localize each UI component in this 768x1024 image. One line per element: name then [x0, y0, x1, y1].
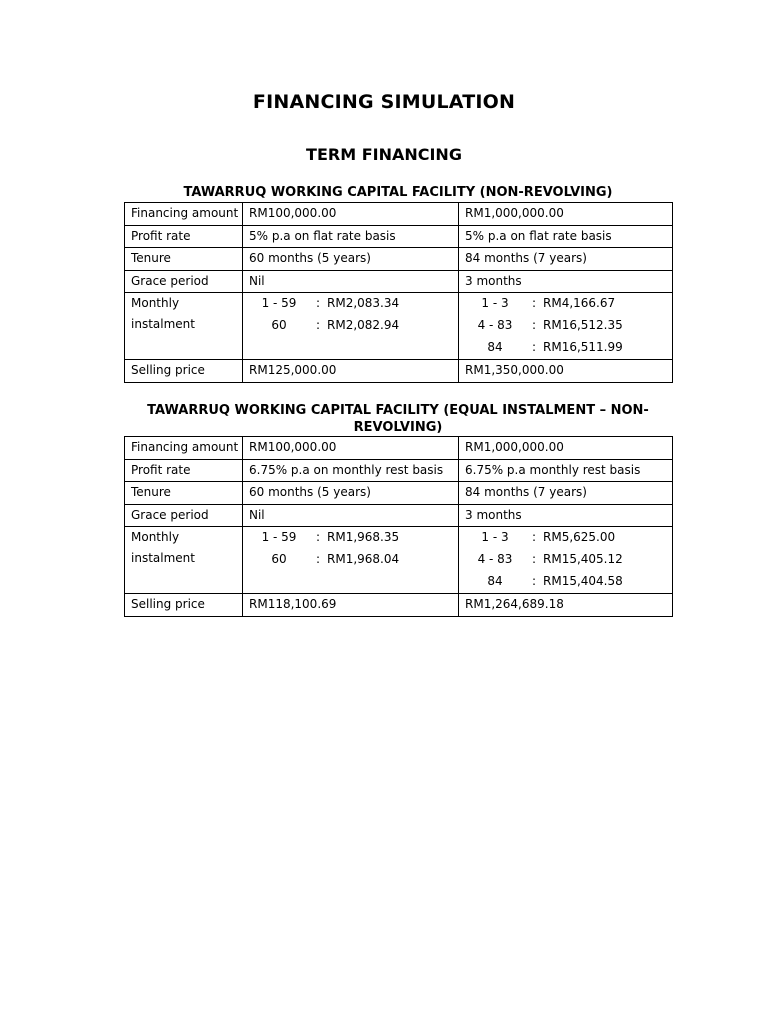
table-cell: 5% p.a on flat rate basis [459, 225, 673, 248]
instalment-line [249, 315, 452, 337]
table-cell: 6.75% p.a monthly rest basis [459, 459, 673, 482]
row-label: Grace period [125, 270, 243, 293]
table-cell: Nil [243, 270, 459, 293]
instalment-amount: RM15,404.58 [543, 574, 623, 588]
row-label-line: Monthly [131, 296, 180, 310]
page-subtitle: TERM FINANCING [306, 145, 462, 164]
row-label: Selling price [125, 594, 243, 617]
table-cell: 60 months (5 years) [243, 248, 459, 271]
table-cell: RM1,000,000.00 [459, 203, 673, 226]
instalment-line [249, 527, 452, 549]
row-label: Profit rate [125, 459, 243, 482]
table-row [125, 437, 673, 460]
row-label-line: instalment [131, 317, 195, 331]
instalment-line [249, 549, 452, 571]
instalment-range: 84 [487, 574, 503, 588]
instalment-range: 1 - 59 [261, 296, 297, 310]
instalment-cell [459, 527, 673, 594]
row-label [125, 293, 243, 360]
table-cell: 84 months (7 years) [459, 248, 673, 271]
instalment-line [465, 527, 666, 549]
instalment-amount: RM4,166.67 [543, 296, 616, 310]
table-cell: 3 months [459, 270, 673, 293]
financing-table-equal-instalment [124, 436, 673, 617]
table-row [125, 527, 673, 594]
table-row [125, 459, 673, 482]
instalment-separator: : [315, 296, 321, 310]
table-row [125, 248, 673, 271]
table-cell: 3 months [459, 504, 673, 527]
instalment-amount: RM2,083.34 [327, 296, 400, 310]
table-row [125, 293, 673, 360]
instalment-range: 1 - 59 [261, 530, 297, 544]
table-row [125, 482, 673, 505]
row-label: Grace period [125, 504, 243, 527]
row-label-line: instalment [131, 551, 195, 565]
instalment-separator: : [531, 530, 537, 544]
instalment-amount: RM5,625.00 [543, 530, 616, 544]
instalment-amount: RM16,511.99 [543, 340, 623, 354]
table-cell: RM118,100.69 [243, 594, 459, 617]
instalment-range: 4 - 83 [477, 318, 513, 332]
instalment-separator: : [531, 340, 537, 354]
table-row [125, 225, 673, 248]
instalment-line [465, 571, 666, 593]
instalment-line [465, 337, 666, 359]
table-cell: 5% p.a on flat rate basis [243, 225, 459, 248]
instalment-separator: : [531, 552, 537, 566]
instalment-separator: : [531, 574, 537, 588]
table-row [125, 203, 673, 226]
instalment-line [249, 293, 452, 315]
row-label: Financing amount [125, 203, 243, 226]
row-label: Selling price [125, 360, 243, 383]
section-heading-equal-instalment: TAWARRUQ WORKING CAPITAL FACILITY (EQUAL INSTALMENT – NON-REVOLVING) [147, 403, 649, 435]
table-cell: Nil [243, 504, 459, 527]
instalment-amount: RM16,512.35 [543, 318, 623, 332]
instalment-separator: : [315, 552, 321, 566]
table-cell: RM1,000,000.00 [459, 437, 673, 460]
instalment-range: 60 [271, 552, 287, 566]
table-cell: RM1,264,689.18 [459, 594, 673, 617]
instalment-amount: RM1,968.35 [327, 530, 400, 544]
row-label [125, 527, 243, 594]
instalment-separator: : [531, 318, 537, 332]
instalment-range: 1 - 3 [481, 530, 509, 544]
table-cell: 60 months (5 years) [243, 482, 459, 505]
instalment-cell [459, 293, 673, 360]
instalment-range: 4 - 83 [477, 552, 513, 566]
table-row [125, 360, 673, 383]
row-label: Tenure [125, 248, 243, 271]
row-label: Financing amount [125, 437, 243, 460]
page-title: FINANCING SIMULATION [252, 91, 516, 113]
row-label-line: Monthly [131, 530, 180, 544]
table-row [125, 504, 673, 527]
instalment-line [465, 315, 666, 337]
instalment-separator: : [531, 296, 537, 310]
row-label: Tenure [125, 482, 243, 505]
instalment-cell [243, 293, 459, 360]
table-cell: RM100,000.00 [243, 203, 459, 226]
instalment-range: 84 [487, 340, 503, 354]
table-row [125, 594, 673, 617]
instalment-amount: RM1,968.04 [327, 552, 400, 566]
table-row [125, 270, 673, 293]
table-cell: 84 months (7 years) [459, 482, 673, 505]
table-cell: RM1,350,000.00 [459, 360, 673, 383]
instalment-line [465, 293, 666, 315]
instalment-line [465, 549, 666, 571]
instalment-separator: : [315, 530, 321, 544]
instalment-range: 60 [271, 318, 287, 332]
instalment-separator: : [315, 318, 321, 332]
table-cell: 6.75% p.a on monthly rest basis [243, 459, 459, 482]
table-cell: RM125,000.00 [243, 360, 459, 383]
instalment-range: 1 - 3 [481, 296, 509, 310]
instalment-amount: RM15,405.12 [543, 552, 623, 566]
row-label: Profit rate [125, 225, 243, 248]
table-cell: RM100,000.00 [243, 437, 459, 460]
instalment-cell [243, 527, 459, 594]
section-heading-non-revolving: TAWARRUQ WORKING CAPITAL FACILITY (NON-REVOLVING) [183, 185, 613, 200]
financing-table-non-revolving [124, 202, 673, 383]
instalment-amount: RM2,082.94 [327, 318, 400, 332]
